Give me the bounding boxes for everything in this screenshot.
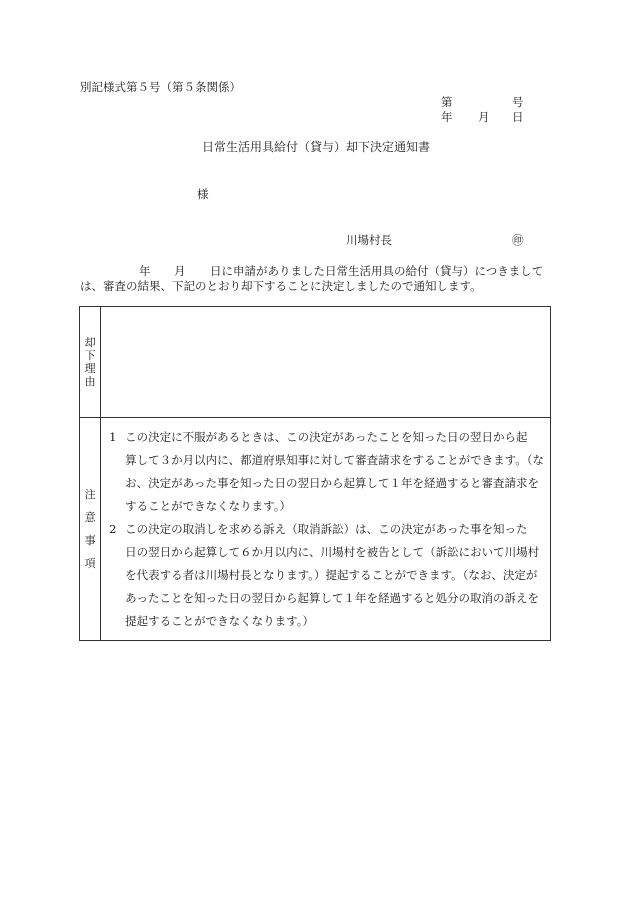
note-line: お、決定があった事を知った日の翌日から起算して１年を経過すると審査請求を	[125, 475, 540, 490]
reason-label-char: 却	[84, 336, 96, 349]
issuer-name: 川場村長	[346, 233, 392, 247]
notes-label-char: 事	[84, 534, 96, 547]
notes-label-char: 意	[84, 511, 96, 524]
date-year: 年	[441, 110, 453, 124]
note-line: 日の翌日から起算して６か月以内に、川場村を被告として（訴訟において川場村	[125, 544, 540, 559]
page-title: 日常生活用具給付（貸与）却下決定通知書	[202, 140, 431, 154]
doc-number-suffix: 号	[512, 95, 524, 109]
notes-label	[80, 418, 101, 641]
body-year: 年	[139, 264, 151, 278]
notes-content	[101, 418, 551, 641]
note-line: を代表する者は川場村長となります。）提起することができます。（なお、決定が	[125, 567, 538, 582]
notes-label-char: 注	[84, 488, 96, 501]
note-item	[109, 426, 550, 518]
notes-label-char: 項	[84, 557, 96, 570]
note-line: この決定に不服があるときは、この決定があったことを知った日の翌日から起	[125, 429, 528, 444]
date-day: 日	[512, 110, 524, 124]
reason-label-char: 理	[84, 362, 96, 375]
decision-table	[79, 306, 551, 641]
note-line: 提起することができなくなります。）	[125, 613, 314, 628]
note-number: 1	[109, 429, 117, 444]
note-number: 2	[109, 521, 117, 536]
note-line: この決定の取消しを求める訴え（取消訴訟）は、この決定があった事を知った	[125, 521, 528, 536]
notes-row	[80, 418, 551, 641]
reason-label-char: 由	[84, 375, 96, 388]
reason-row	[80, 307, 551, 418]
doc-number-prefix: 第	[441, 95, 453, 109]
note-item	[109, 518, 550, 633]
date-month: 月	[478, 110, 490, 124]
addressee-suffix: 様	[197, 187, 209, 201]
reason-label-char: 下	[84, 349, 96, 362]
seal-mark: ㊞	[512, 233, 524, 247]
body-line1-rest: 日に申請がありました日常生活用具の給付（貸与）につきまして	[210, 264, 544, 278]
body-month: 月	[174, 264, 186, 278]
note-line: 算して３か月以内に、都道府県知事に対して審査請求をすることができます。（な	[125, 452, 544, 467]
form-number: 別記様式第５号（第５条関係）	[80, 80, 241, 94]
reason-value	[101, 307, 551, 418]
note-line: あったことを知った日の翌日から起算して１年を経過すると処分の取消の訴えを	[125, 590, 540, 605]
reason-label	[80, 307, 101, 418]
body-line2: は、審査の結果、下記のとおり却下することに決定しましたので通知します。	[80, 279, 482, 293]
note-line: することができなくなります。）	[125, 498, 292, 513]
